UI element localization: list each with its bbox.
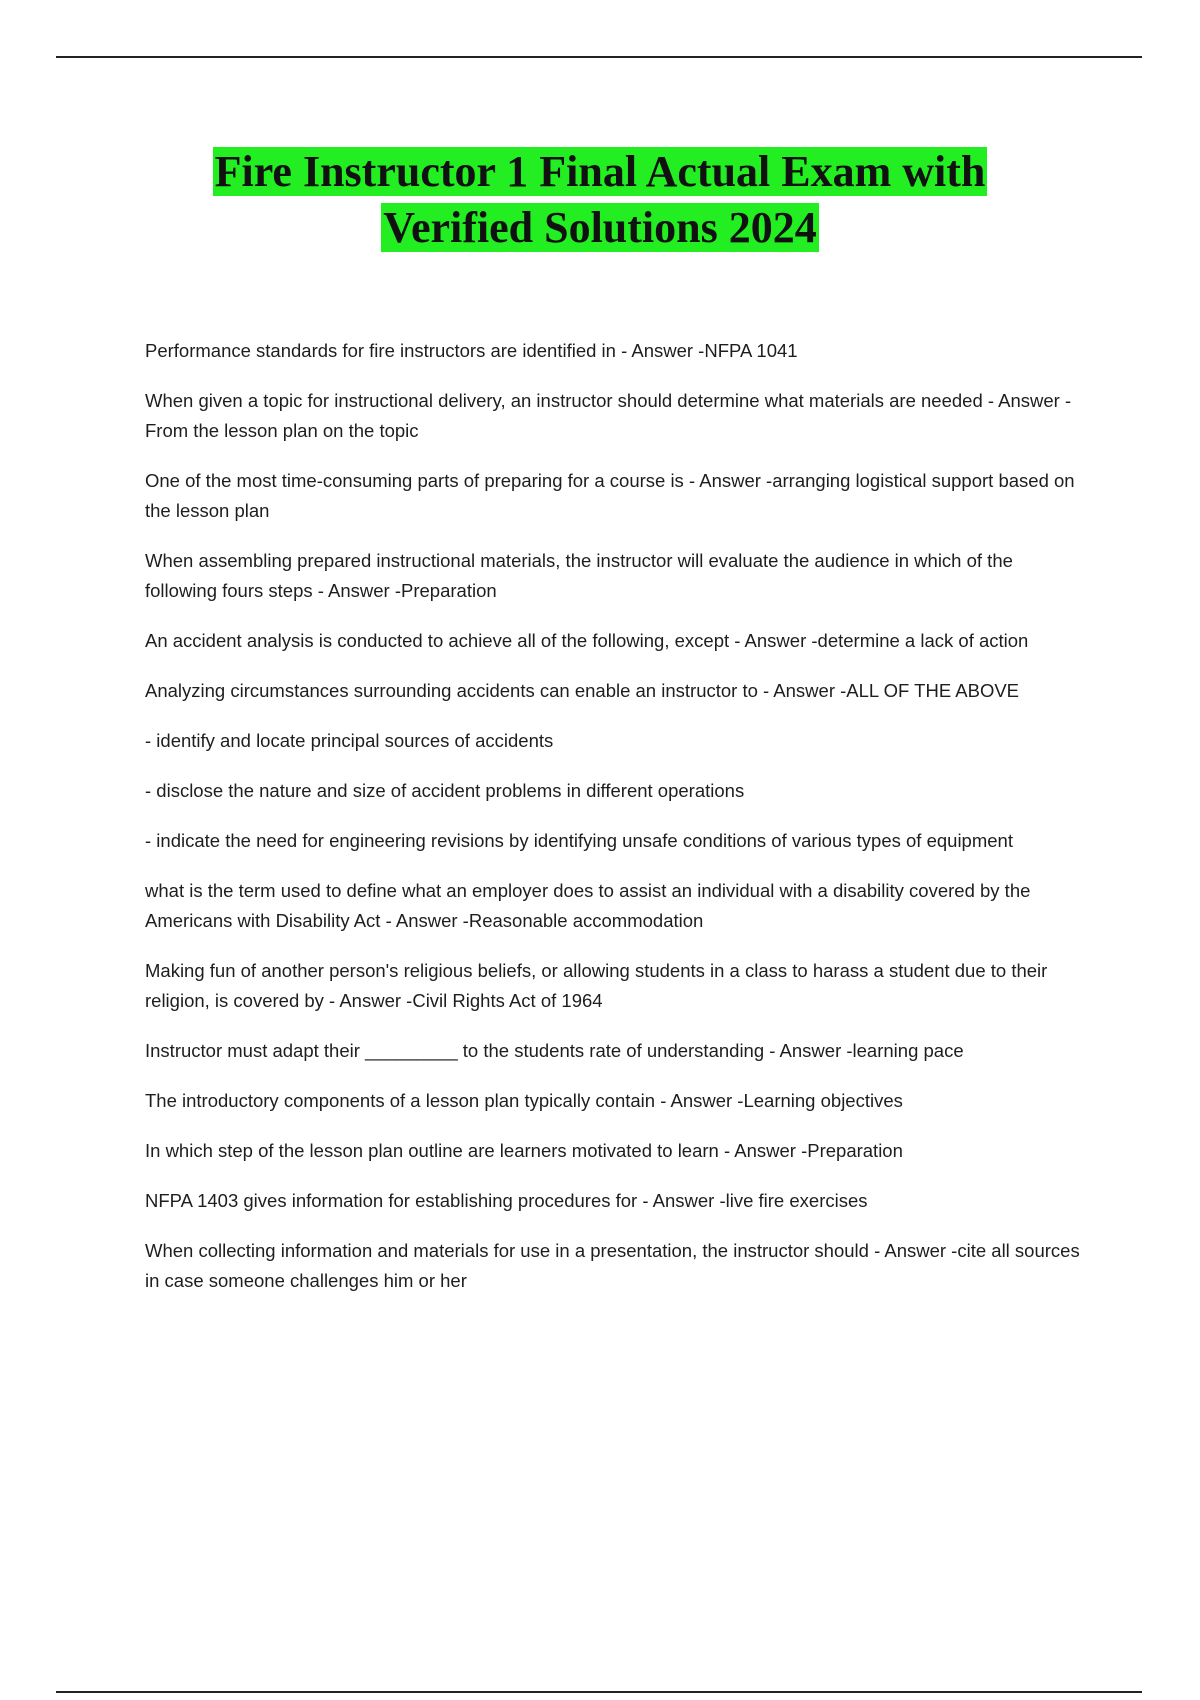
title-line-1 — [0, 144, 1200, 200]
qa-entry: what is the term used to define what an employer does to assist an individual with a disability covered by the Americans with Disability Act - Answer -Reasonable accommodation — [145, 880, 1031, 931]
qa-entry: An accident analysis is conducted to achieve all of the following, except - Answer -determine a lack of action — [145, 630, 1029, 651]
qa-entry: When collecting information and materials for use in a presentation, the instructor should - Answer -cite all sources in case someone challenges him or her — [145, 1240, 1080, 1291]
qa-entry: One of the most time-consuming parts of preparing for a course is - Answer -arranging logistical support based on the lesson plan — [145, 470, 1075, 521]
bottom-rule — [56, 1691, 1142, 1693]
title-highlight-2: Verified Solutions 2024 — [383, 203, 817, 252]
qa-entry: When given a topic for instructional delivery, an instructor should determine what materials are needed - Answer -From the lesson plan on the topic — [145, 390, 1072, 441]
title-line-2 — [0, 200, 1200, 256]
qa-list — [145, 336, 1085, 1316]
qa-entry: Analyzing circumstances surrounding accidents can enable an instructor to - Answer -ALL OF THE ABOVE — [145, 680, 1020, 701]
top-rule — [56, 56, 1142, 58]
qa-entry: NFPA 1403 gives information for establishing procedures for - Answer -live fire exercises — [145, 1190, 868, 1211]
qa-entry: Making fun of another person's religious beliefs, or allowing students in a class to harass a student due to their religion, is covered by - Answer -Civil Rights Act of 1964 — [145, 960, 1048, 1011]
qa-entry: When assembling prepared instructional materials, the instructor will evaluate the audience in which of the following fours steps - Answer -Preparation — [145, 550, 1013, 601]
title-highlight-1: Fire Instructor 1 Final Actual Exam with — [214, 147, 986, 196]
qa-entry: In which step of the lesson plan outline are learners motivated to learn - Answer -Preparation — [145, 1140, 903, 1161]
document-title — [0, 144, 1200, 256]
qa-subitem: - indicate the need for engineering revisions by identifying unsafe conditions of various types of equipment — [145, 830, 1013, 851]
qa-entry: Performance standards for fire instructors are identified in - Answer -NFPA 1041 — [145, 340, 798, 361]
qa-entry: Instructor must adapt their _________ to the students rate of understanding - Answer -learning pace — [145, 1040, 964, 1061]
qa-entry: The introductory components of a lesson plan typically contain - Answer -Learning objectives — [145, 1090, 903, 1111]
qa-subitem: - identify and locate principal sources of accidents — [145, 730, 554, 751]
qa-subitem: - disclose the nature and size of accident problems in different operations — [145, 780, 745, 801]
